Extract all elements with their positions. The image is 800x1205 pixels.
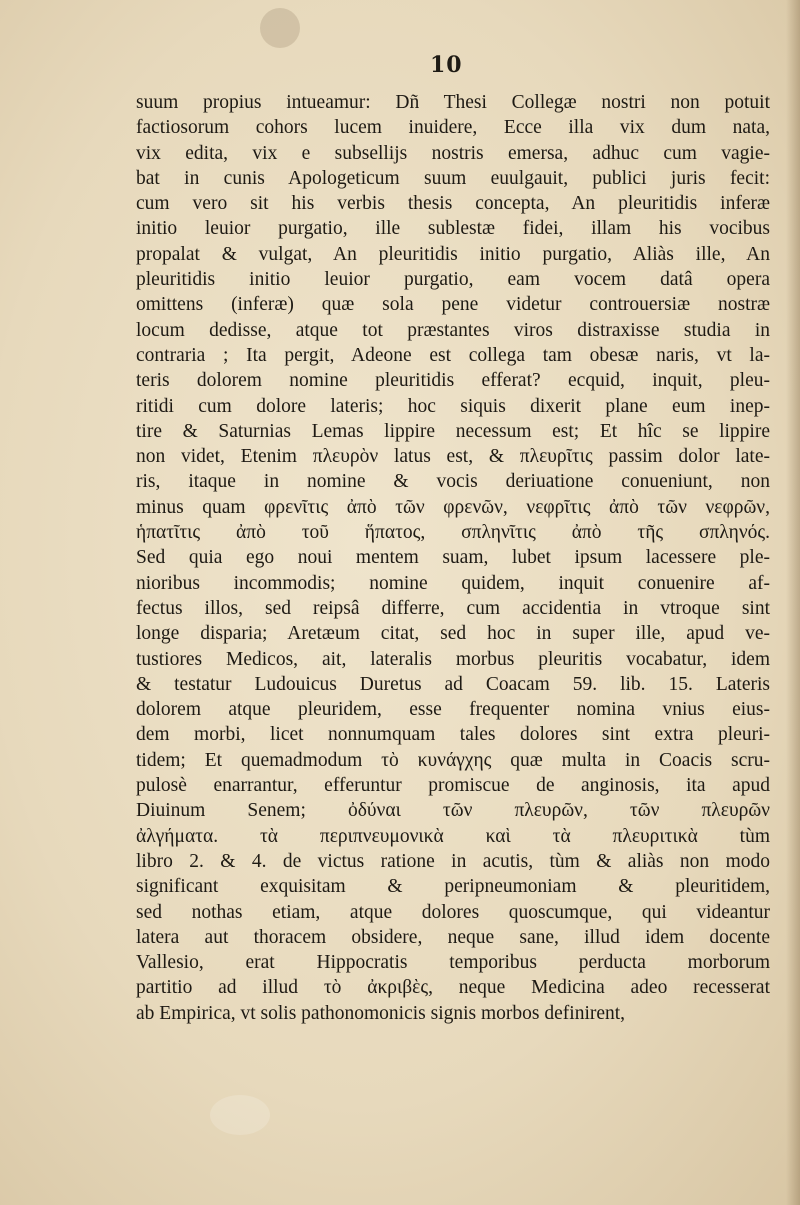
text-line: ἀλγήματα. τὰ περιπνευμονικὰ καὶ τὰ πλευριτικὰ tùm bbox=[136, 825, 770, 847]
paper-stain bbox=[210, 1095, 270, 1135]
text-line: ab Empirica, vt solis pathonomonicis signis morbos definirent, bbox=[136, 1002, 626, 1024]
text-line: tidem; Et quemadmodum τὸ κυνάγχης quæ multa in Coacis scru- bbox=[136, 749, 770, 771]
page-number: 10 bbox=[430, 52, 463, 78]
text-line: locum dedisse, atque tot præstantes viros distraxisse studia in bbox=[136, 319, 770, 341]
text-line: factiosorum cohors lucem inuidere, Ecce illa vix dum nata, bbox=[136, 117, 770, 139]
text-line: ἡπατῖτις ἀπὸ τοῦ ἥπατος, σπληνῖτις ἀπὸ τῆς σπληνός. bbox=[136, 522, 770, 544]
text-line: omittens (inferæ) quæ sola pene videtur controuersiæ nostræ bbox=[136, 294, 770, 316]
text-line: dolorem atque pleuridem, esse frequenter nomina vnius eius- bbox=[136, 699, 770, 721]
text-line: bat in cunis Apologeticum suum euulgauit, publici juris fecit: bbox=[136, 167, 770, 189]
text-line: & testatur Ludouicus Duretus ad Coacam 59. lib. 15. Lateris bbox=[136, 673, 770, 695]
text-line: latera aut thoracem obsidere, neque sane, illud idem docente bbox=[136, 926, 770, 948]
text-line: initio leuior purgatio, ille sublestæ fidei, illam his vocibus bbox=[136, 218, 770, 240]
text-line: ris, itaque in nomine & vocis deriuatione conueniunt, non bbox=[136, 471, 770, 493]
text-line: minus quam φρενῖτις ἀπὸ τῶν φρενῶν, νεφρῖτις ἀπὸ τῶν νεφρῶν, bbox=[136, 496, 770, 518]
text-line: Vallesio, erat Hippocratis temporibus perducta morborum bbox=[136, 952, 770, 974]
page-edge-shadow bbox=[786, 0, 800, 1205]
text-line: suum propius intueamur: Dñ Thesi Collegæ nostri non potuit bbox=[136, 92, 770, 113]
text-line: partitio ad illud τὸ ἀκριβὲς, neque Medicina adeo recesserat bbox=[136, 977, 770, 999]
ink-smudge bbox=[260, 8, 300, 48]
body-text bbox=[136, 90, 770, 1026]
text-line: vix edita, vix e subsellijs nostris emersa, adhuc cum vagie- bbox=[136, 142, 770, 164]
text-line: libro 2. & 4. de victus ratione in acutis, tùm & aliàs non modo bbox=[136, 850, 770, 872]
text-line: significant exquisitam & peripneumoniam & pleuritidem, bbox=[136, 876, 770, 898]
text-line: contraria ; Ita pergit, Adeone est collega tam obesæ naris, vt la- bbox=[136, 344, 770, 366]
text-line: dem morbi, licet nonnumquam tales dolores sint extra pleuri- bbox=[136, 724, 770, 746]
text-line: non videt, Etenim πλευρὸν latus est, & πλευρῖτις passim dolor late- bbox=[136, 446, 770, 468]
text-line: cum vero sit his verbis thesis concepta, An pleuritidis inferæ bbox=[136, 193, 770, 215]
text-line: sed nothas etiam, atque dolores quoscumque, qui videantur bbox=[136, 901, 770, 923]
text-line: nioribus incommodis; nomine quidem, inquit conuenire af- bbox=[136, 572, 770, 594]
text-line: Diuinum Senem; ὀδύναι τῶν πλευρῶν, τῶν πλευρῶν bbox=[136, 800, 770, 822]
text-line: ritidi cum dolore lateris; hoc siquis dixerit plane eum inep- bbox=[136, 395, 770, 417]
text-line: longe disparia; Aretæum citat, sed hoc in super ille, apud ve- bbox=[136, 623, 770, 645]
text-line: Sed quia ego noui mentem suam, lubet ipsum lacessere ple- bbox=[136, 547, 770, 569]
text-line: tustiores Medicos, ait, lateralis morbus pleuritis vocabatur, idem bbox=[136, 648, 770, 670]
text-line: teris dolorem nomine pleuritidis efferat? ecquid, inquit, pleu- bbox=[136, 370, 770, 392]
text-line: propalat & vulgat, An pleuritidis initio purgatio, Aliàs ille, An bbox=[136, 243, 770, 265]
text-line: fectus illos, sed reipsâ differre, cum accidentia in vtroque sint bbox=[136, 597, 770, 619]
text-line: pleuritidis initio leuior purgatio, eam vocem datâ opera bbox=[136, 269, 770, 291]
text-line: pulosè enarrantur, efferuntur promiscue de anginosis, ita apud bbox=[136, 775, 770, 797]
text-line: tire & Saturnias Lemas lippire necessum est; Et hîc se lippire bbox=[136, 420, 770, 442]
